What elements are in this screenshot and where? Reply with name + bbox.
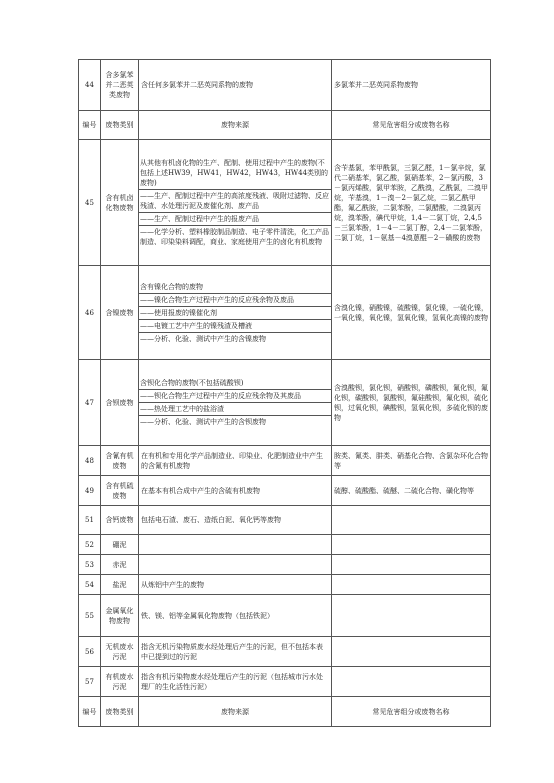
waste-source: ——生产、配制过程中产生的报废产品	[139, 212, 332, 225]
hazard-components	[332, 555, 491, 575]
waste-category: 含多氯苯并二恶英类废物	[101, 60, 139, 111]
table-header-row	[79, 697, 491, 727]
table-row	[79, 595, 491, 637]
table-header-row	[79, 111, 491, 140]
waste-source: ——使用报废的镍催化剂	[139, 306, 332, 319]
row-number: 45	[79, 140, 101, 266]
hazard-components	[332, 506, 491, 535]
hazard-components: 含苄基氯，苯甲酰氯，三氯乙醛，1－氯辛烷，氯代二硝基苯，氯乙酸，氯硝基苯，2－氯丙酸，3－氯丙烯酸，氯甲苯胺，乙酰溴，乙酰氯，二溴甲烷，苄基溴，1－溴－2－氯乙烷，二氯乙酰甲酯，氟乙酰胺，二氯苯酚，二氯醋酸，二溴氯丙烷，溴苯酚，碘代甲烷，1,4－二氯丁烷，2,4,5－三氯苯酚，1－4－二氯丁醇，2,4－二氯苯酚，二氯丁烷，1－氨基－4溴蒽醌－2－磺酸的废物	[332, 140, 491, 266]
row-number: 52	[79, 535, 101, 555]
header-components: 常见危害组分或废物名称	[332, 111, 491, 140]
waste-source: 含钡化合物的废物(不包括硫酸钡)	[140, 379, 244, 387]
row-number: 44	[79, 60, 101, 111]
row-number: 51	[79, 506, 101, 535]
table-row	[79, 637, 491, 667]
waste-source: ——钡化合物生产过程中产生的反应残余物及其废品	[139, 389, 332, 402]
waste-category: 硼泥	[101, 535, 139, 555]
header-type: 废物类别	[101, 697, 139, 727]
header-no: 编号	[79, 111, 101, 140]
waste-category: 含镍废物	[101, 266, 139, 360]
header-components: 常见危害组分或废物名称	[332, 697, 491, 727]
row-number: 46	[79, 266, 101, 360]
waste-category: 无机废水污泥	[101, 637, 139, 667]
row-number: 47	[79, 360, 101, 446]
waste-category: 含有机卤化物废物	[101, 140, 139, 266]
hazard-components: 硫醇、硫酸酯、硫醚、二硫化合物、磺化物等	[332, 476, 491, 506]
hazard-components: 多氯苯并二恶英同系物废物	[332, 60, 491, 111]
waste-category: 含钙废物	[101, 506, 139, 535]
table-row	[79, 667, 491, 697]
row-number: 53	[79, 555, 101, 575]
hazardous-waste-table	[78, 59, 491, 727]
waste-category: 盐泥	[101, 575, 139, 595]
waste-category: 含有机硫废物	[101, 476, 139, 506]
waste-source: ——分析、化验、测试中产生的含钡废物	[139, 415, 332, 428]
hazard-components: 含溴酸钡，氯化钡，硝酸钡，磷酸钡，氰化钡，氟化钡，碳酸钡，氯酸钡，氟硅酸钡，氟化钡，硫化钡，过氧化钡，碘酸钡，氢氧化钡，多硫化钡的废物	[332, 360, 491, 446]
hazard-components	[332, 575, 491, 595]
waste-category: 赤泥	[101, 555, 139, 575]
header-source: 废物来源	[139, 111, 332, 140]
table-row	[79, 506, 491, 535]
waste-source-list	[139, 140, 332, 266]
row-number: 55	[79, 595, 101, 637]
hazard-components	[332, 535, 491, 555]
waste-category: 金属氧化物废物	[101, 595, 139, 637]
waste-source: ——镍化合物生产过程中产生的反应残余物及废品	[139, 293, 332, 306]
row-number: 49	[79, 476, 101, 506]
row-number: 54	[79, 575, 101, 595]
table-row	[79, 555, 491, 575]
table-row	[79, 446, 491, 476]
waste-source: 含有镍化合物的废物	[140, 282, 203, 291]
waste-source: 从其他有机卤化物的生产、配制、使用过程中产生的废物(不包括上述HW39，HW41，HW42，HW43，HW44类别的废物)	[140, 159, 329, 187]
waste-source: ——分析、化验、测试中产生的含镍废物	[139, 332, 332, 345]
hazard-components: 胺类、氰类、肼类、硝基化合物、含氯杂环化合物等	[332, 446, 491, 476]
header-source: 废物来源	[139, 697, 332, 727]
table-row	[79, 60, 491, 111]
waste-source: ——化学分析、塑料橡胶制品制造、电子零件清洗，化工产品制造、印染染料调配，商业、家庭使用产生的卤化有机废物	[139, 225, 332, 248]
hazard-components: 含溴化镍，硝酸镍，硫酸镍，氯化镍，一硫化镍，一氧化镍，氧化镍，氢氧化镍，氢氧化高镍的废物	[332, 266, 491, 360]
waste-source	[139, 535, 332, 555]
hazard-components	[332, 637, 491, 667]
waste-source: 指含有机污染物废水经处理后产生的污泥（包括城市污水处理厂的生化活性污泥）	[139, 667, 332, 697]
table-row	[79, 360, 491, 446]
waste-category: 含钡废物	[101, 360, 139, 446]
row-number: 48	[79, 446, 101, 476]
waste-source: 从炼铝中产生的废物	[139, 575, 332, 595]
waste-category: 有机废水污泥	[101, 667, 139, 697]
table-row	[79, 535, 491, 555]
table-row	[79, 140, 491, 266]
hazard-components	[332, 667, 491, 697]
waste-source: 在有机和专用化学产品制造业、印染业、化肥制造业中产生的含氰有机废物	[139, 446, 332, 476]
header-no: 编号	[79, 697, 101, 727]
waste-source: 指含无机污染物质废水经处理后产生的污泥，但不包括本表中已提到过的污泥	[139, 637, 332, 667]
waste-source: 包括电石渣、废石、造纸白泥、氧化钙等废物	[139, 506, 332, 535]
waste-source: ——生产、配制过程中产生的高浓度残液、吸附过滤物、反应残渣、水处理污泥及废催化剂、废产品	[139, 189, 332, 212]
waste-source: 在基本有机合成中产生的含硫有机废物	[139, 476, 332, 506]
table-row	[79, 266, 491, 360]
hazard-components	[332, 595, 491, 637]
waste-source: 铁、镁、铝等金属氧化物废物（包括铁泥）	[139, 595, 332, 637]
row-number: 56	[79, 637, 101, 667]
table-row	[79, 575, 491, 595]
table-row	[79, 476, 491, 506]
waste-source: ——电镀工艺中产生的镍残渣及槽液	[139, 319, 332, 332]
waste-source: 含任何多氯苯并二恶英同系物的废物	[139, 60, 332, 111]
waste-source-list	[139, 360, 332, 446]
waste-category: 含氰有机废物	[101, 446, 139, 476]
waste-source	[139, 555, 332, 575]
waste-source-list	[139, 266, 332, 360]
waste-source: ——热处理工艺中的盐浴渣	[139, 402, 332, 415]
row-number: 57	[79, 667, 101, 697]
header-type: 废物类别	[101, 111, 139, 140]
